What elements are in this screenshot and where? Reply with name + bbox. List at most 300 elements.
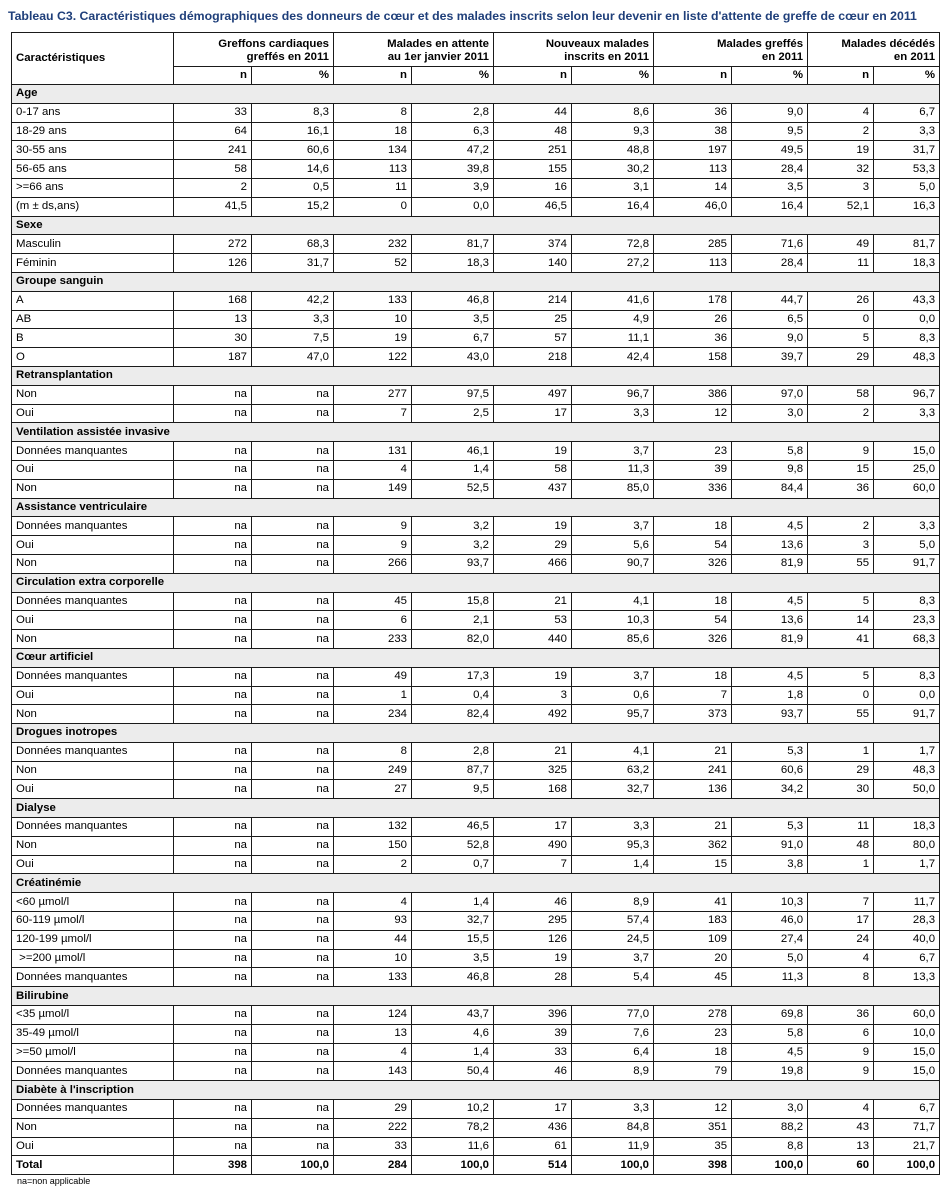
row-label: Non — [12, 705, 174, 724]
cell-n: 4 — [334, 1043, 412, 1062]
row-label: A — [12, 291, 174, 310]
cell-pct: 8,3 — [874, 667, 940, 686]
cell-pct: 6,5 — [732, 310, 808, 329]
cell-n: 6 — [808, 1024, 874, 1043]
data-table — [11, 32, 940, 1175]
cell-n: na — [174, 818, 252, 837]
cell-pct: 93,7 — [412, 554, 494, 573]
cell-n: 4 — [808, 1100, 874, 1119]
cell-n: 178 — [654, 291, 732, 310]
cell-n: na — [174, 536, 252, 555]
row-label: 18-29 ans — [12, 122, 174, 141]
cell-n: 2 — [808, 517, 874, 536]
cell-n: 168 — [494, 780, 572, 799]
cell-n: 4 — [808, 949, 874, 968]
cell-n: 326 — [654, 630, 732, 649]
cell-pct: 1,8 — [732, 686, 808, 705]
cell-pct: 3,3 — [874, 404, 940, 423]
cell-n: 58 — [494, 460, 572, 479]
cell-n: 6 — [334, 611, 412, 630]
row-label: <35 µmol/l — [12, 1006, 174, 1025]
cell-pct: 0,4 — [412, 686, 494, 705]
cell-pct: 88,2 — [732, 1118, 808, 1137]
cell-pct: 80,0 — [874, 836, 940, 855]
cell-n: 13 — [808, 1137, 874, 1156]
table-row — [12, 348, 940, 367]
cell-n: na — [174, 742, 252, 761]
cell-pct: 5,0 — [874, 178, 940, 197]
cell-pct: 40,0 — [874, 930, 940, 949]
table-row — [12, 517, 940, 536]
cell-n: 21 — [654, 818, 732, 837]
cell-n: 10 — [334, 310, 412, 329]
cell-pct: 3,3 — [572, 404, 654, 423]
cell-pct: 4,5 — [732, 517, 808, 536]
cell-pct: na — [252, 818, 334, 837]
cell-n: 79 — [654, 1062, 732, 1081]
cell-pct: 57,4 — [572, 912, 654, 931]
cell-pct: 97,5 — [412, 385, 494, 404]
cell-n: 18 — [654, 1043, 732, 1062]
cell-pct: 3,7 — [572, 517, 654, 536]
cell-n: 45 — [334, 592, 412, 611]
cell-n: 57 — [494, 329, 572, 348]
section-header-row — [12, 874, 940, 893]
table-row — [12, 1062, 940, 1081]
cell-n: 1 — [334, 686, 412, 705]
cell-n: 295 — [494, 912, 572, 931]
cell-n: 15 — [808, 460, 874, 479]
total-n: 514 — [494, 1156, 572, 1175]
cell-pct: 9,8 — [732, 460, 808, 479]
cell-n: 41 — [654, 893, 732, 912]
table-row — [12, 1043, 940, 1062]
table-row — [12, 536, 940, 555]
cell-pct: 71,7 — [874, 1118, 940, 1137]
cell-n: 33 — [334, 1137, 412, 1156]
row-label: Oui — [12, 536, 174, 555]
table-row — [12, 122, 940, 141]
cell-pct: 3,2 — [412, 517, 494, 536]
table-row — [12, 329, 940, 348]
cell-n: 11 — [808, 818, 874, 837]
table-row — [12, 836, 940, 855]
row-label: Oui — [12, 611, 174, 630]
cell-n: 11 — [808, 254, 874, 273]
cell-pct: 49,5 — [732, 141, 808, 160]
cell-n: 44 — [334, 930, 412, 949]
cell-pct: na — [252, 667, 334, 686]
cell-pct: 8,9 — [572, 1062, 654, 1081]
cell-n: 9 — [808, 1043, 874, 1062]
cell-pct: 82,0 — [412, 630, 494, 649]
cell-pct: 44,7 — [732, 291, 808, 310]
cell-pct: 3,3 — [252, 310, 334, 329]
total-pct: 100,0 — [412, 1156, 494, 1175]
cell-pct: 9,0 — [732, 329, 808, 348]
cell-pct: 42,2 — [252, 291, 334, 310]
cell-pct: na — [252, 836, 334, 855]
cell-pct: 97,0 — [732, 385, 808, 404]
cell-pct: 1,4 — [412, 460, 494, 479]
cell-pct: na — [252, 1062, 334, 1081]
cell-n: 351 — [654, 1118, 732, 1137]
cell-n: 36 — [808, 479, 874, 498]
cell-n: 466 — [494, 554, 572, 573]
cell-n: 41 — [808, 630, 874, 649]
cell-pct: na — [252, 385, 334, 404]
cell-n: 17 — [494, 1100, 572, 1119]
cell-n: 0 — [808, 310, 874, 329]
table-row — [12, 254, 940, 273]
cell-n: 241 — [174, 141, 252, 160]
section-header-row — [12, 366, 940, 385]
cell-pct: 1,4 — [412, 893, 494, 912]
row-label: Oui — [12, 1137, 174, 1156]
header-group-decedes: Malades décédés en 2011 — [808, 33, 940, 67]
cell-n: na — [174, 404, 252, 423]
cell-n: 19 — [494, 667, 572, 686]
cell-n: 149 — [334, 479, 412, 498]
cell-n: 396 — [494, 1006, 572, 1025]
cell-n: 2 — [334, 855, 412, 874]
cell-n: 53 — [494, 611, 572, 630]
cell-pct: 16,4 — [732, 197, 808, 216]
cell-n: na — [174, 592, 252, 611]
section-title: Bilirubine — [12, 987, 940, 1006]
cell-pct: 46,5 — [412, 818, 494, 837]
cell-n: 64 — [174, 122, 252, 141]
subheader-n: n — [654, 67, 732, 85]
cell-pct: 43,3 — [874, 291, 940, 310]
row-label: 120-199 µmol/l — [12, 930, 174, 949]
cell-pct: 6,7 — [874, 949, 940, 968]
cell-n: na — [174, 667, 252, 686]
table-row — [12, 611, 940, 630]
table-row — [12, 1100, 940, 1119]
cell-pct: 17,3 — [412, 667, 494, 686]
cell-n: 46,0 — [654, 197, 732, 216]
cell-pct: 32,7 — [572, 780, 654, 799]
cell-pct: 63,2 — [572, 761, 654, 780]
cell-pct: 0,5 — [252, 178, 334, 197]
cell-pct: 50,4 — [412, 1062, 494, 1081]
cell-n: 11 — [334, 178, 412, 197]
cell-n: 9 — [808, 1062, 874, 1081]
cell-n: 39 — [654, 460, 732, 479]
cell-pct: 3,2 — [412, 536, 494, 555]
cell-pct: 5,3 — [732, 818, 808, 837]
cell-pct: 3,3 — [874, 122, 940, 141]
cell-pct: na — [252, 1118, 334, 1137]
cell-pct: 91,7 — [874, 705, 940, 724]
table-row — [12, 667, 940, 686]
cell-pct: 19,8 — [732, 1062, 808, 1081]
cell-pct: na — [252, 517, 334, 536]
row-label: Oui — [12, 686, 174, 705]
cell-n: 0 — [334, 197, 412, 216]
cell-pct: 9,5 — [732, 122, 808, 141]
cell-n: 272 — [174, 235, 252, 254]
cell-n: 3 — [808, 178, 874, 197]
table-row — [12, 705, 940, 724]
cell-n: 17 — [494, 818, 572, 837]
cell-n: 29 — [808, 348, 874, 367]
row-label: Oui — [12, 780, 174, 799]
cell-n: 20 — [654, 949, 732, 968]
section-title: Dialyse — [12, 799, 940, 818]
table-row — [12, 197, 940, 216]
row-label: Données manquantes — [12, 1062, 174, 1081]
cell-n: 25 — [494, 310, 572, 329]
cell-n: na — [174, 1137, 252, 1156]
row-label: Oui — [12, 404, 174, 423]
cell-pct: 0,6 — [572, 686, 654, 705]
total-n: 398 — [654, 1156, 732, 1175]
cell-pct: 3,7 — [572, 667, 654, 686]
cell-pct: na — [252, 1006, 334, 1025]
cell-pct: 6,7 — [874, 1100, 940, 1119]
cell-n: 168 — [174, 291, 252, 310]
cell-n: na — [174, 780, 252, 799]
table-row — [12, 554, 940, 573]
cell-n: 33 — [494, 1043, 572, 1062]
cell-n: na — [174, 686, 252, 705]
table-row — [12, 160, 940, 179]
cell-pct: 18,3 — [874, 254, 940, 273]
cell-pct: 46,1 — [412, 442, 494, 461]
cell-n: 113 — [654, 160, 732, 179]
table-row — [12, 291, 940, 310]
table-row — [12, 780, 940, 799]
subheader-n: n — [334, 67, 412, 85]
row-label: Non — [12, 630, 174, 649]
cell-pct: na — [252, 930, 334, 949]
total-pct: 100,0 — [874, 1156, 940, 1175]
cell-pct: 46,8 — [412, 291, 494, 310]
cell-pct: 85,0 — [572, 479, 654, 498]
cell-pct: 46,0 — [732, 912, 808, 931]
table-row — [12, 235, 940, 254]
cell-pct: 52,8 — [412, 836, 494, 855]
cell-pct: na — [252, 460, 334, 479]
cell-pct: 4,1 — [572, 742, 654, 761]
table-row — [12, 968, 940, 987]
cell-n: 386 — [654, 385, 732, 404]
cell-n: 134 — [334, 141, 412, 160]
cell-pct: 0,0 — [874, 310, 940, 329]
cell-n: 113 — [334, 160, 412, 179]
cell-n: 28 — [494, 968, 572, 987]
cell-n: na — [174, 705, 252, 724]
cell-n: 18 — [654, 517, 732, 536]
row-label: 60-119 µmol/l — [12, 912, 174, 931]
cell-pct: 1,7 — [874, 855, 940, 874]
cell-pct: 60,6 — [252, 141, 334, 160]
cell-pct: 4,1 — [572, 592, 654, 611]
cell-n: 5 — [808, 592, 874, 611]
cell-n: 2 — [174, 178, 252, 197]
cell-n: 132 — [334, 818, 412, 837]
cell-pct: 10,3 — [732, 893, 808, 912]
cell-n: na — [174, 836, 252, 855]
table-row — [12, 442, 940, 461]
cell-pct: na — [252, 742, 334, 761]
cell-pct: 5,3 — [732, 742, 808, 761]
header-group-nouveaux: Nouveaux malades inscrits en 2011 — [494, 33, 654, 67]
cell-n: 437 — [494, 479, 572, 498]
cell-n: 30 — [174, 329, 252, 348]
cell-n: 61 — [494, 1137, 572, 1156]
table-row — [12, 949, 940, 968]
cell-pct: 3,0 — [732, 404, 808, 423]
cell-n: 136 — [654, 780, 732, 799]
cell-n: 52,1 — [808, 197, 874, 216]
subheader-pct: % — [252, 67, 334, 85]
cell-n: na — [174, 968, 252, 987]
cell-n: 122 — [334, 348, 412, 367]
cell-pct: 10,2 — [412, 1100, 494, 1119]
header-group-attente: Malades en attente au 1er janvier 2011 — [334, 33, 494, 67]
cell-n: 39 — [494, 1024, 572, 1043]
cell-pct: 28,4 — [732, 254, 808, 273]
cell-n: 45 — [654, 968, 732, 987]
section-header-row — [12, 799, 940, 818]
cell-n: 33 — [174, 103, 252, 122]
cell-n: 15 — [654, 855, 732, 874]
cell-pct: na — [252, 630, 334, 649]
table-row — [12, 141, 940, 160]
cell-pct: na — [252, 780, 334, 799]
cell-n: 374 — [494, 235, 572, 254]
cell-n: 24 — [808, 930, 874, 949]
cell-pct: na — [252, 404, 334, 423]
total-n: 60 — [808, 1156, 874, 1175]
cell-pct: 13,6 — [732, 536, 808, 555]
cell-n: 4 — [334, 893, 412, 912]
total-label: Total — [12, 1156, 174, 1175]
cell-pct: 47,2 — [412, 141, 494, 160]
cell-n: na — [174, 385, 252, 404]
cell-n: 13 — [174, 310, 252, 329]
cell-pct: na — [252, 1100, 334, 1119]
section-title: Age — [12, 85, 940, 104]
row-label: Oui — [12, 460, 174, 479]
cell-n: 93 — [334, 912, 412, 931]
cell-pct: 8,6 — [572, 103, 654, 122]
cell-pct: 7,5 — [252, 329, 334, 348]
table-row — [12, 742, 940, 761]
cell-pct: 9,3 — [572, 122, 654, 141]
cell-pct: 93,7 — [732, 705, 808, 724]
cell-pct: na — [252, 893, 334, 912]
cell-pct: 27,4 — [732, 930, 808, 949]
cell-n: 23 — [654, 1024, 732, 1043]
section-header-row — [12, 1081, 940, 1100]
cell-n: 16 — [494, 178, 572, 197]
total-row — [12, 1156, 940, 1175]
row-label: Données manquantes — [12, 667, 174, 686]
cell-n: 54 — [654, 611, 732, 630]
cell-n: 14 — [654, 178, 732, 197]
table-title: Tableau C3. Caractéristiques démographiques des donneurs de cœur et des malades inscrits selon leur devenir en liste d'attente de greffe de cœur en 2011 — [8, 9, 917, 23]
cell-pct: na — [252, 912, 334, 931]
cell-n: 29 — [334, 1100, 412, 1119]
cell-n: 10 — [334, 949, 412, 968]
cell-n: 126 — [494, 930, 572, 949]
cell-pct: 41,6 — [572, 291, 654, 310]
cell-n: 5 — [808, 329, 874, 348]
table-row — [12, 1118, 940, 1137]
cell-pct: na — [252, 761, 334, 780]
row-label: Non — [12, 385, 174, 404]
cell-pct: 18,3 — [874, 818, 940, 837]
cell-n: 277 — [334, 385, 412, 404]
cell-pct: 8,8 — [732, 1137, 808, 1156]
cell-pct: 81,7 — [874, 235, 940, 254]
cell-pct: 11,3 — [732, 968, 808, 987]
cell-n: 3 — [494, 686, 572, 705]
cell-pct: na — [252, 479, 334, 498]
cell-pct: 10,0 — [874, 1024, 940, 1043]
cell-n: 150 — [334, 836, 412, 855]
cell-n: 7 — [808, 893, 874, 912]
row-label: Masculin — [12, 235, 174, 254]
cell-n: 21 — [494, 742, 572, 761]
cell-n: 29 — [494, 536, 572, 555]
cell-pct: 15,0 — [874, 1043, 940, 1062]
cell-n: 266 — [334, 554, 412, 573]
cell-n: 26 — [808, 291, 874, 310]
cell-n: 44 — [494, 103, 572, 122]
cell-pct: 81,9 — [732, 554, 808, 573]
cell-n: 19 — [494, 949, 572, 968]
cell-n: 3 — [808, 536, 874, 555]
cell-pct: 95,3 — [572, 836, 654, 855]
cell-n: 36 — [654, 103, 732, 122]
cell-n: 13 — [334, 1024, 412, 1043]
cell-n: 26 — [654, 310, 732, 329]
row-label: 30-55 ans — [12, 141, 174, 160]
cell-n: 46 — [494, 1062, 572, 1081]
cell-n: 38 — [654, 122, 732, 141]
cell-n: 19 — [334, 329, 412, 348]
cell-pct: 46,8 — [412, 968, 494, 987]
cell-pct: na — [252, 855, 334, 874]
cell-pct: na — [252, 1137, 334, 1156]
cell-n: 0 — [808, 686, 874, 705]
cell-n: 490 — [494, 836, 572, 855]
cell-pct: na — [252, 968, 334, 987]
header-row — [12, 33, 940, 67]
cell-n: 155 — [494, 160, 572, 179]
table-row — [12, 630, 940, 649]
section-title: Assistance ventriculaire — [12, 498, 940, 517]
section-header-row — [12, 423, 940, 442]
cell-pct: 82,4 — [412, 705, 494, 724]
cell-n: 55 — [808, 554, 874, 573]
cell-n: 48 — [494, 122, 572, 141]
cell-pct: 27,2 — [572, 254, 654, 273]
cell-n: 21 — [654, 742, 732, 761]
cell-n: 9 — [808, 442, 874, 461]
row-label: >=50 µmol/l — [12, 1043, 174, 1062]
cell-n: 109 — [654, 930, 732, 949]
cell-pct: 1,4 — [412, 1043, 494, 1062]
cell-n: 2 — [808, 404, 874, 423]
cell-pct: 6,4 — [572, 1043, 654, 1062]
cell-pct: 28,4 — [732, 160, 808, 179]
